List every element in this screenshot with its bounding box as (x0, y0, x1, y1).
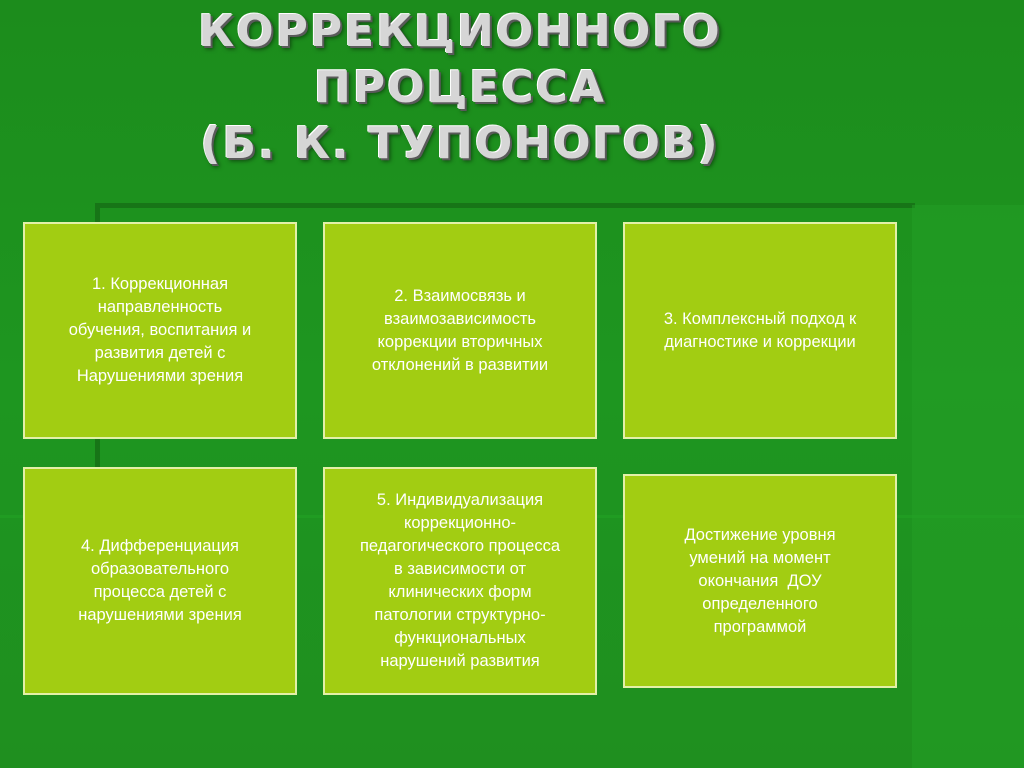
card-line: нарушений развития (380, 652, 540, 670)
card-line: 5. Индивидуализация (376, 491, 544, 509)
slide-title (0, 4, 920, 172)
card-line: обучения, воспитания и (68, 321, 252, 339)
card-line: клинических форм (388, 583, 532, 601)
card-line: отклонений в развитии (371, 355, 549, 374)
card-line: определенного (702, 594, 818, 613)
card-line: 4. Дифференциация (81, 537, 239, 555)
principle-card-2 (323, 222, 597, 439)
card-line: направленность (97, 298, 223, 316)
principle-card-5 (323, 467, 597, 695)
card-line: педагогического процесса (359, 537, 561, 555)
background-band-horizontal (95, 203, 915, 208)
card-line: умений на момент (689, 548, 831, 567)
card-text (684, 524, 835, 639)
outcome-card (623, 474, 897, 688)
card-line: развития детей с (94, 344, 226, 362)
card-line: программой (713, 617, 807, 636)
card-text (360, 489, 560, 673)
card-line: 3. Комплексный подход к (663, 309, 857, 328)
card-line: 2. Взаимосвязь и (394, 286, 526, 305)
card-line: 1. Коррекционная (91, 275, 229, 293)
principle-card-3 (623, 222, 897, 439)
card-line: окончания ДОУ (698, 571, 822, 590)
card-line: процесса детей с (93, 583, 227, 601)
title-line-2: ПРОЦЕССА (314, 62, 606, 113)
card-text (664, 308, 856, 354)
principle-card-1 (23, 222, 297, 439)
card-line: диагностике и коррекции (664, 332, 856, 351)
card-line: коррекционно- (403, 514, 517, 532)
card-line: функциональных (394, 629, 526, 647)
card-line: патологии структурно- (374, 606, 546, 624)
card-line: нарушениями зрения (78, 606, 242, 624)
principle-card-4 (23, 467, 297, 695)
card-text (78, 535, 242, 627)
title-line-1: КОРРЕКЦИОННОГО (198, 6, 722, 57)
card-line: Достижение уровня (684, 525, 836, 544)
card-text (69, 273, 252, 388)
background-band-right (912, 205, 1024, 768)
title-line-3: (Б. К. ТУПОНОГОВ) (200, 118, 720, 169)
card-line: взаимозависимость (384, 309, 536, 328)
card-line: коррекции вторичных (377, 332, 543, 351)
card-text (372, 285, 548, 377)
card-line: в зависимости от (393, 560, 527, 578)
card-line: Нарушениями зрения (76, 367, 244, 385)
card-line: образовательного (90, 560, 230, 578)
